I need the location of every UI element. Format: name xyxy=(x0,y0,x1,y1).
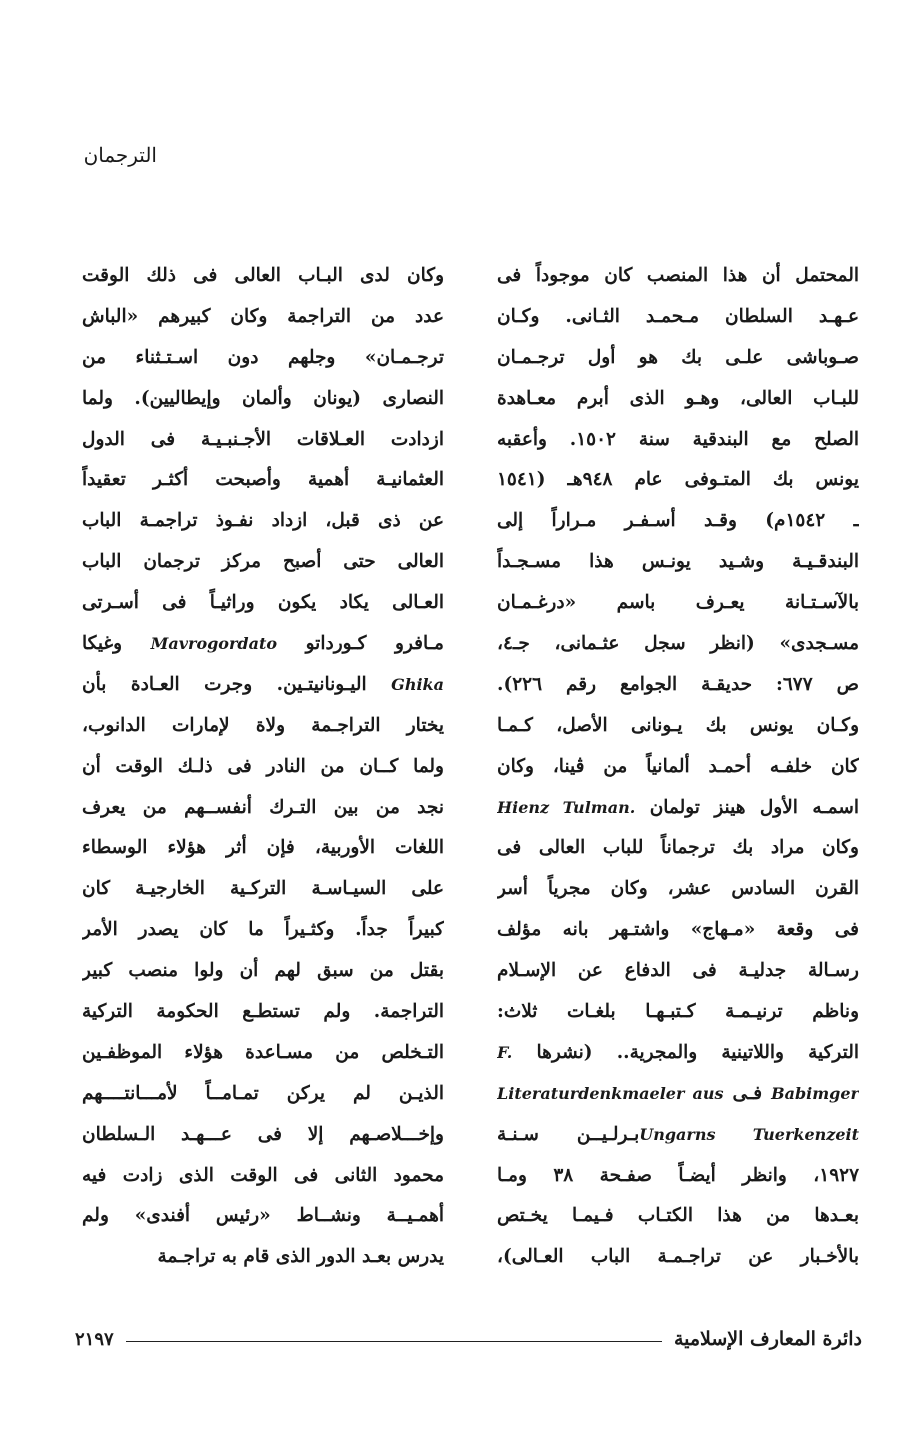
text-line: ولما كــان من النادر فى ذلـك الوقت أن xyxy=(82,755,444,777)
text-line: وكـان يونس بك يـونانى الأصل، كـمـا xyxy=(497,714,859,736)
text-line: بعـدها من هذا الكتـاب فـيمـا يخـتص xyxy=(497,1205,859,1227)
text-line: نجد من بين التـرك أنفســهم من يعرف xyxy=(82,796,444,818)
column-right xyxy=(497,256,859,1278)
text-line: التراجمة. ولم تستطـع الحكومة التركية xyxy=(82,1001,444,1023)
text-line: بالأخـبار عن تراجـمـة الباب العـالى)، xyxy=(497,1246,859,1268)
text-line: ترجـمـان» وجلهم دون اسـتـثناء من xyxy=(82,346,444,368)
text-line: فى وقعة «مـهاج» واشتـهر بانه مؤلف xyxy=(497,919,859,941)
text-line: الصلح مع البندقية سنة ١٥٠٢. وأعقبه xyxy=(497,428,859,450)
latin-title: Ungarns Tuerkenzeit xyxy=(639,1124,859,1144)
text-line xyxy=(497,1115,859,1156)
latin-name: Mavrogordato xyxy=(150,634,278,654)
text-line: اللغات الأوربية، فإن أثر هؤلاء الوسطاء xyxy=(82,837,444,859)
text-line: القرن السادس عشر، وكان مجرياً أسر xyxy=(497,878,859,900)
text-line xyxy=(497,788,859,829)
text-line: البندقـيـة وشـيد يونـس هذا مسـجـداً xyxy=(497,551,859,573)
latin-name: Babimger xyxy=(771,1083,859,1103)
text-fragment: اسمـه الأول هينز تولمان xyxy=(649,796,859,818)
text-line: ازدادت العـلاقات الأجـنبـيـة فى الدول xyxy=(82,428,444,450)
text-line: كبيراً جداً. وكثـيراً ما كان يصدر الأمر xyxy=(82,919,444,941)
text-line: ص ٦٧٧: حديقـة الجوامع رقم ٢٢٦). xyxy=(497,673,859,695)
text-line: وناظم ترنيـمـة كـتبـهـا بلغـات ثلاث: xyxy=(497,1001,859,1023)
text-fragment: مـافرو كـورداتو xyxy=(305,633,444,655)
text-line: بقتل من سبق لهم أن ولوا منصب كبير xyxy=(82,960,444,982)
page-footer xyxy=(75,1324,862,1354)
latin-name: Ghika xyxy=(391,674,444,694)
text-line: وكان مراد بك ترجماناً للباب العالى فى xyxy=(497,837,859,859)
text-line: عن ذى قبل، ازداد نفـوذ تراجمـة الباب xyxy=(82,510,444,532)
text-line: للبـاب العالى، وهـو الذى أبرم معـاهدة xyxy=(497,387,859,409)
text-line: رسـالة جدليـة فى الدفاع عن الإسـلام xyxy=(497,960,859,982)
text-line: أهمـيــة ونشــاط «رئيس أفندى» ولم xyxy=(82,1205,444,1227)
encyclopedia-title: دائرة المعارف الإسلامية xyxy=(673,1328,862,1350)
text-line: العثمانيـة أهمية وأصبحت أكثـر تعقيداً xyxy=(82,469,444,491)
latin-name: Hienz Tulman. xyxy=(497,797,636,817)
text-line xyxy=(82,624,444,665)
footer-rule xyxy=(126,1341,662,1342)
text-fragment: فـى xyxy=(732,1082,763,1104)
text-line: صـوباشى علـى بك هو أول ترجـمـان xyxy=(497,346,859,368)
text-line: عدد من التراجمة وكان كبيرهم «الباش xyxy=(82,305,444,327)
text-line: العالى حتى أصبح مركز ترجمان الباب xyxy=(82,551,444,573)
text-line: المحتمل أن هذا المنصب كان موجوداً فى xyxy=(497,265,859,286)
latin-title: Literaturdenkmaeler aus xyxy=(497,1083,724,1103)
text-fragment: اليـونانيتـين. وجرت العـادة بأن xyxy=(82,673,367,695)
text-fragment: وغيكا xyxy=(82,633,123,655)
text-line xyxy=(497,1033,859,1074)
text-fragment: التركية واللاتينية والمجرية.. (نشرها xyxy=(536,1041,859,1063)
text-line: كان خلفـه أحمـد ألمانياً من ڤينا، وكان xyxy=(497,755,859,777)
text-line: مسـجدى» (انظر سجل عثـمانى، جـ٤، xyxy=(497,633,859,655)
text-line: ١٩٢٧، وانظر أيضـاً صفـحة ٣٨ ومـا xyxy=(497,1164,859,1186)
text-line: بالآسـتـانة يعـرف باسم «درغـمـان xyxy=(497,592,859,614)
text-line: الذيـن لم يركن تمـامــاً لأمـــانتــــهم xyxy=(82,1082,444,1104)
text-line: ـ ١٥٤٢م) وقـد أسـفـر مـراراً إلى xyxy=(497,510,859,532)
text-line: يونس بك المتـوفى عام ٩٤٨هـ (١٥٤١ xyxy=(497,469,859,491)
column-left xyxy=(82,256,444,1278)
text-line: وكان لدى البـاب العالى فى ذلك الوقت xyxy=(82,265,444,286)
text-line: محمود الثانى فى الوقت الذى زادت فيه xyxy=(82,1164,444,1186)
running-head: الترجمان xyxy=(83,143,157,167)
text-line: وإخـــلاصـهم إلا فى عـــهـد الـسلطان xyxy=(82,1123,444,1145)
text-line: عـهـد السلطان مـحمـد الثـانى. وكـان xyxy=(497,305,859,327)
text-fragment: بـرلـيــن سـنـة xyxy=(497,1123,640,1145)
text-line xyxy=(82,665,444,706)
latin-initial: F. xyxy=(497,1042,513,1062)
text-line: يختار التراجـمة ولاة لإمارات الدانوب، xyxy=(82,714,444,736)
text-line: على السيـاسـة التركـية الخارجيـة كان xyxy=(82,878,444,900)
text-line: يدرس بعـد الدور الذى قام به تراجـمة xyxy=(157,1246,444,1268)
text-line xyxy=(497,1074,859,1115)
text-line: العـالى يكاد يكون وراثيـاً فى أسـرتى xyxy=(82,592,444,614)
page-number: ٢١٩٧ xyxy=(75,1328,114,1350)
text-line: النصارى (يونان وألمان وإيطاليين). ولما xyxy=(82,387,444,409)
text-line: التـخلص من مسـاعدة هؤلاء الموظفـين xyxy=(82,1041,444,1063)
